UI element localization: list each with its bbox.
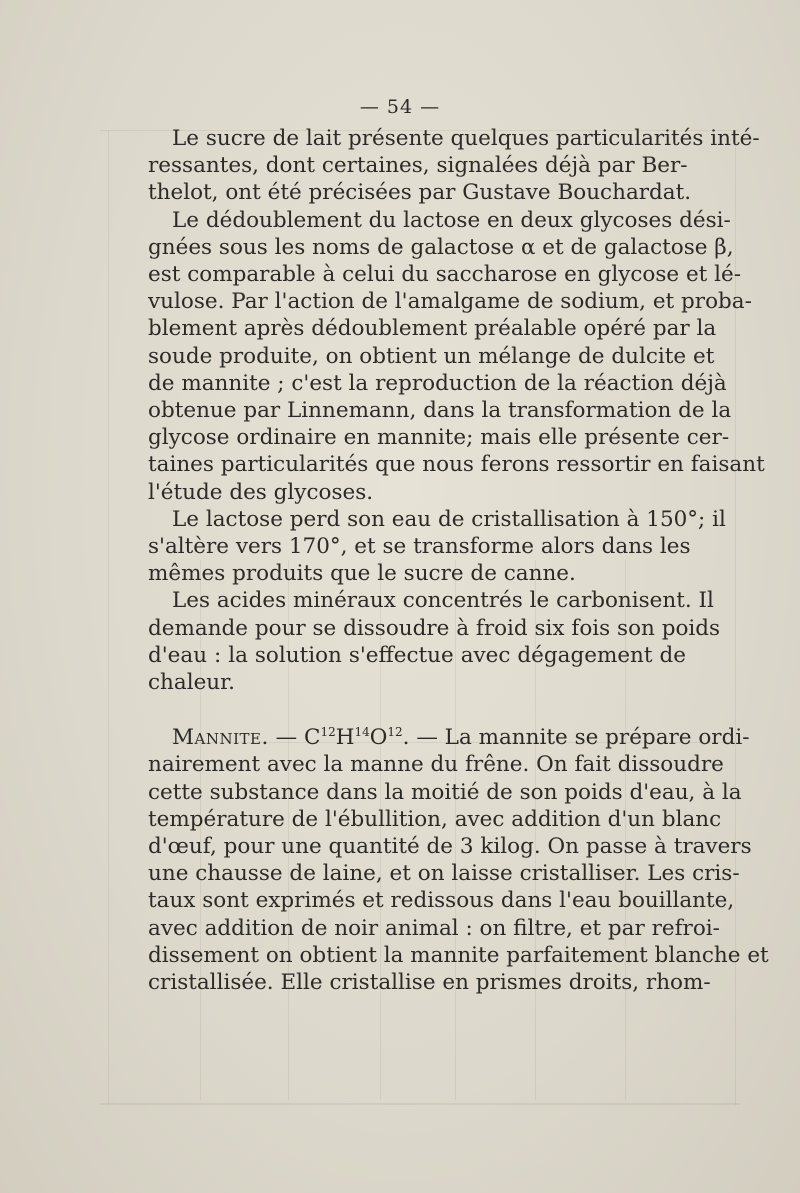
text-line-mannite-heading: [148, 724, 750, 751]
paragraph-lactose-intro: [148, 125, 760, 207]
text-line: s'altère vers 170°, et se transforme alors dans les: [148, 534, 691, 560]
text-line: chaleur.: [148, 670, 235, 696]
text-line: obtenue par Linnemann, dans la transformation de la: [148, 398, 732, 424]
formula-subscript-h: 14: [354, 725, 370, 740]
text-line: soude produite, on obtient un mélange de dulcite et: [148, 343, 715, 369]
text-line: cristallisée. Elle cristallise en prismes droits, rhom-: [148, 970, 711, 996]
text-line: blement après dédoublement préalable opéré par la: [148, 316, 717, 342]
text-line: cette substance dans la moitié de son poids d'eau, à la: [148, 779, 742, 805]
text-line: glycose ordinaire en mannite; mais elle présente cer-: [148, 425, 730, 451]
text-line: ressantes, dont certaines, signalées déjà par Ber-: [148, 153, 688, 179]
text-line: Le sucre de lait présente quelques particularités inté-: [172, 126, 760, 151]
body-text: [148, 125, 769, 996]
formula-letter-h: H: [335, 725, 355, 751]
formula-subscript-c: 12: [320, 725, 336, 740]
text-line: taux sont exprimés et redissous dans l'eau bouillante,: [148, 888, 735, 914]
text-line: de mannite ; c'est la reproduction de la réaction déjà: [148, 370, 727, 396]
formula-prefix: — C: [268, 725, 321, 751]
text-line: température de l'ébullition, avec addition d'un blanc: [148, 806, 722, 832]
paragraph-lactose-acids: [148, 587, 721, 696]
formula-letter-o: O: [369, 725, 388, 751]
paragraph-lactose-splitting: [148, 207, 765, 506]
text-line: d'œuf, pour une quantité de 3 kilog. On passe à travers: [148, 834, 752, 860]
text-line: Le lactose perd son eau de cristallisation à 150°; il: [172, 506, 726, 532]
page-number: — 54 —: [359, 96, 441, 118]
text-line: gnées sous les noms de galactose α et de galactose β,: [148, 234, 734, 260]
formula-subscript-o: 12: [387, 725, 403, 740]
text-line: une chausse de laine, et on laisse cristalliser. Les cris-: [148, 861, 740, 887]
text-line: avec addition de noir animal : on filtre, et par refroi-: [148, 915, 720, 941]
heading-line-rest: . — La mannite se prépare ordi-: [402, 725, 750, 751]
text-line: demande pour se dissoudre à froid six fois son poids: [148, 615, 721, 641]
text-line: dissement on obtient la mannite parfaitement blanche et: [148, 942, 769, 968]
show-through-frame-left: [108, 130, 109, 1105]
show-through-frame-bottom: [100, 1103, 740, 1105]
text-line: Le dédoublement du lactose en deux glycoses dési-: [172, 207, 731, 233]
paragraph-lactose-heating: [148, 506, 726, 588]
text-line: vulose. Par l'action de l'amalgame de sodium, et proba-: [148, 289, 752, 315]
section-heading-mannite: Mannite.: [172, 725, 269, 751]
paragraph-mannite: [148, 724, 769, 996]
text-line: taines particularités que nous ferons ressortir en faisant: [148, 452, 765, 478]
section-gap: [148, 696, 686, 724]
text-line: mêmes produits que le sucre de canne.: [148, 561, 576, 587]
text-line: thelot, ont été précisées par Gustave Bouchardat.: [148, 180, 692, 206]
text-line: d'eau : la solution s'effectue avec dégagement de: [148, 642, 686, 668]
text-line: Les acides minéraux concentrés le carbonisent. Il: [172, 588, 714, 614]
text-line: est comparable à celui du saccharose en glycose et lé-: [148, 262, 742, 288]
text-line: nairement avec la manne du frêne. On fait dissoudre: [148, 752, 724, 778]
text-line: l'étude des glycoses.: [148, 479, 374, 505]
